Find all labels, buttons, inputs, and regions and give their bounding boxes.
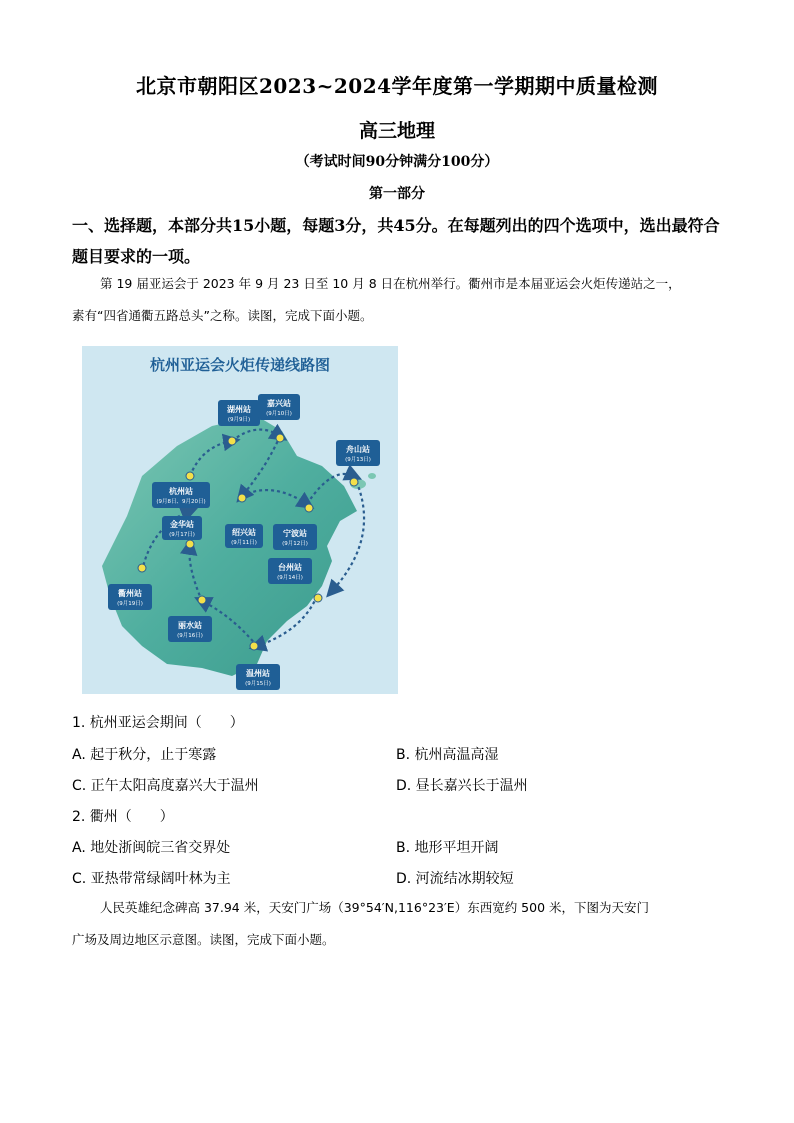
svg-text:湖州站: 湖州站 (227, 405, 251, 414)
station-label (162, 516, 202, 540)
station-label (108, 584, 152, 610)
svg-text:嘉兴站: 嘉兴站 (267, 399, 291, 408)
subject-title: 高三地理 (358, 120, 435, 142)
station-label (225, 524, 263, 548)
svg-text:杭州站: 杭州站 (169, 487, 193, 496)
passage1-line2: 素有“四省通衢五路总头”之称。读图，完成下面小题。 (72, 308, 373, 323)
svg-text:(9月17日): (9月17日) (169, 532, 195, 538)
svg-text:丽水站: 丽水站 (178, 621, 202, 630)
question-1-option-c[interactable]: C. 正午太阳高度嘉兴大于温州 (72, 778, 259, 794)
question-1-option-b[interactable]: B. 杭州高温高湿 (396, 747, 499, 763)
map-title: 杭州亚运会火炬传递线路图 (149, 356, 331, 374)
svg-text:台州站: 台州站 (278, 563, 302, 572)
torch-route-map (82, 346, 398, 694)
svg-text:金华站: 金华站 (170, 520, 194, 529)
passage1-line1: 第 19 届亚运会于 2023 年 9 月 23 日至 10 月 8 日在杭州举行。衢州市是本届亚运会火炬传递站之一， (100, 276, 681, 291)
section-heading: 一、选择题，本部分共15小题，每题3分，共45分。在每题列出的四个选项中，选出最符合题目要求的一项。 (72, 216, 720, 266)
svg-text:(9月19日): (9月19日) (117, 601, 143, 607)
svg-text:温州站: 温州站 (246, 669, 270, 678)
question-1-option-a[interactable]: A. 起于秋分，止于寒露 (72, 747, 217, 763)
svg-text:舟山站: 舟山站 (346, 445, 370, 454)
part-heading: 第一部分 (369, 186, 425, 202)
svg-text:(9月9日): (9月9日) (227, 417, 251, 423)
question-2-stem: 2. 衢州（ ） (72, 809, 174, 825)
map-graphic (82, 346, 398, 694)
svg-text:(9月14日): (9月14日) (277, 575, 303, 581)
svg-text:(9月11日): (9月11日) (231, 540, 257, 546)
station-label (258, 394, 300, 420)
station-label (268, 558, 312, 584)
passage2-line2: 广场及周边地区示意图。读图，完成下面小题。 (72, 932, 335, 947)
svg-text:绍兴站: 绍兴站 (232, 528, 256, 537)
question-1-stem: 1. 杭州亚运会期间（ ） (72, 715, 244, 731)
question-1-option-d[interactable]: D. 昼长嘉兴长于温州 (396, 778, 528, 794)
svg-text:(9月15日): (9月15日) (245, 681, 271, 687)
station-label (336, 440, 380, 466)
svg-text:(9月13日): (9月13日) (345, 457, 371, 463)
question-2-option-d[interactable]: D. 河流结冰期较短 (396, 871, 514, 887)
exam-title: 北京市朝阳区2023~2024学年度第一学期期中质量检测 (135, 74, 659, 98)
passage2-line1: 人民英雄纪念碑高 37.94 米，天安门广场（39°54′N,116°23′E）东西宽约 500 米，下图为天安门 (100, 900, 650, 915)
svg-text:(9月16日): (9月16日) (177, 633, 203, 639)
station-label (236, 664, 280, 690)
exam-info: （考试时间90分钟满分100分） (295, 154, 499, 170)
question-2-option-a[interactable]: A. 地处浙闽皖三省交界处 (72, 840, 231, 856)
question-2-option-c[interactable]: C. 亚热带常绿阔叶林为主 (72, 871, 231, 887)
svg-text:(9月8日、9月20日): (9月8日、9月20日) (156, 499, 206, 505)
station-label (218, 400, 260, 426)
svg-text:宁波站: 宁波站 (283, 529, 307, 538)
svg-text:(9月12日): (9月12日) (282, 541, 308, 547)
question-2-option-b[interactable]: B. 地形平坦开阔 (396, 840, 499, 856)
svg-text:衢州站: 衢州站 (118, 589, 142, 598)
station-label (273, 524, 317, 550)
zhoushan-island-small (368, 473, 376, 479)
station-label (168, 616, 212, 642)
svg-text:(9月10日): (9月10日) (266, 411, 292, 417)
station-label (152, 482, 210, 508)
